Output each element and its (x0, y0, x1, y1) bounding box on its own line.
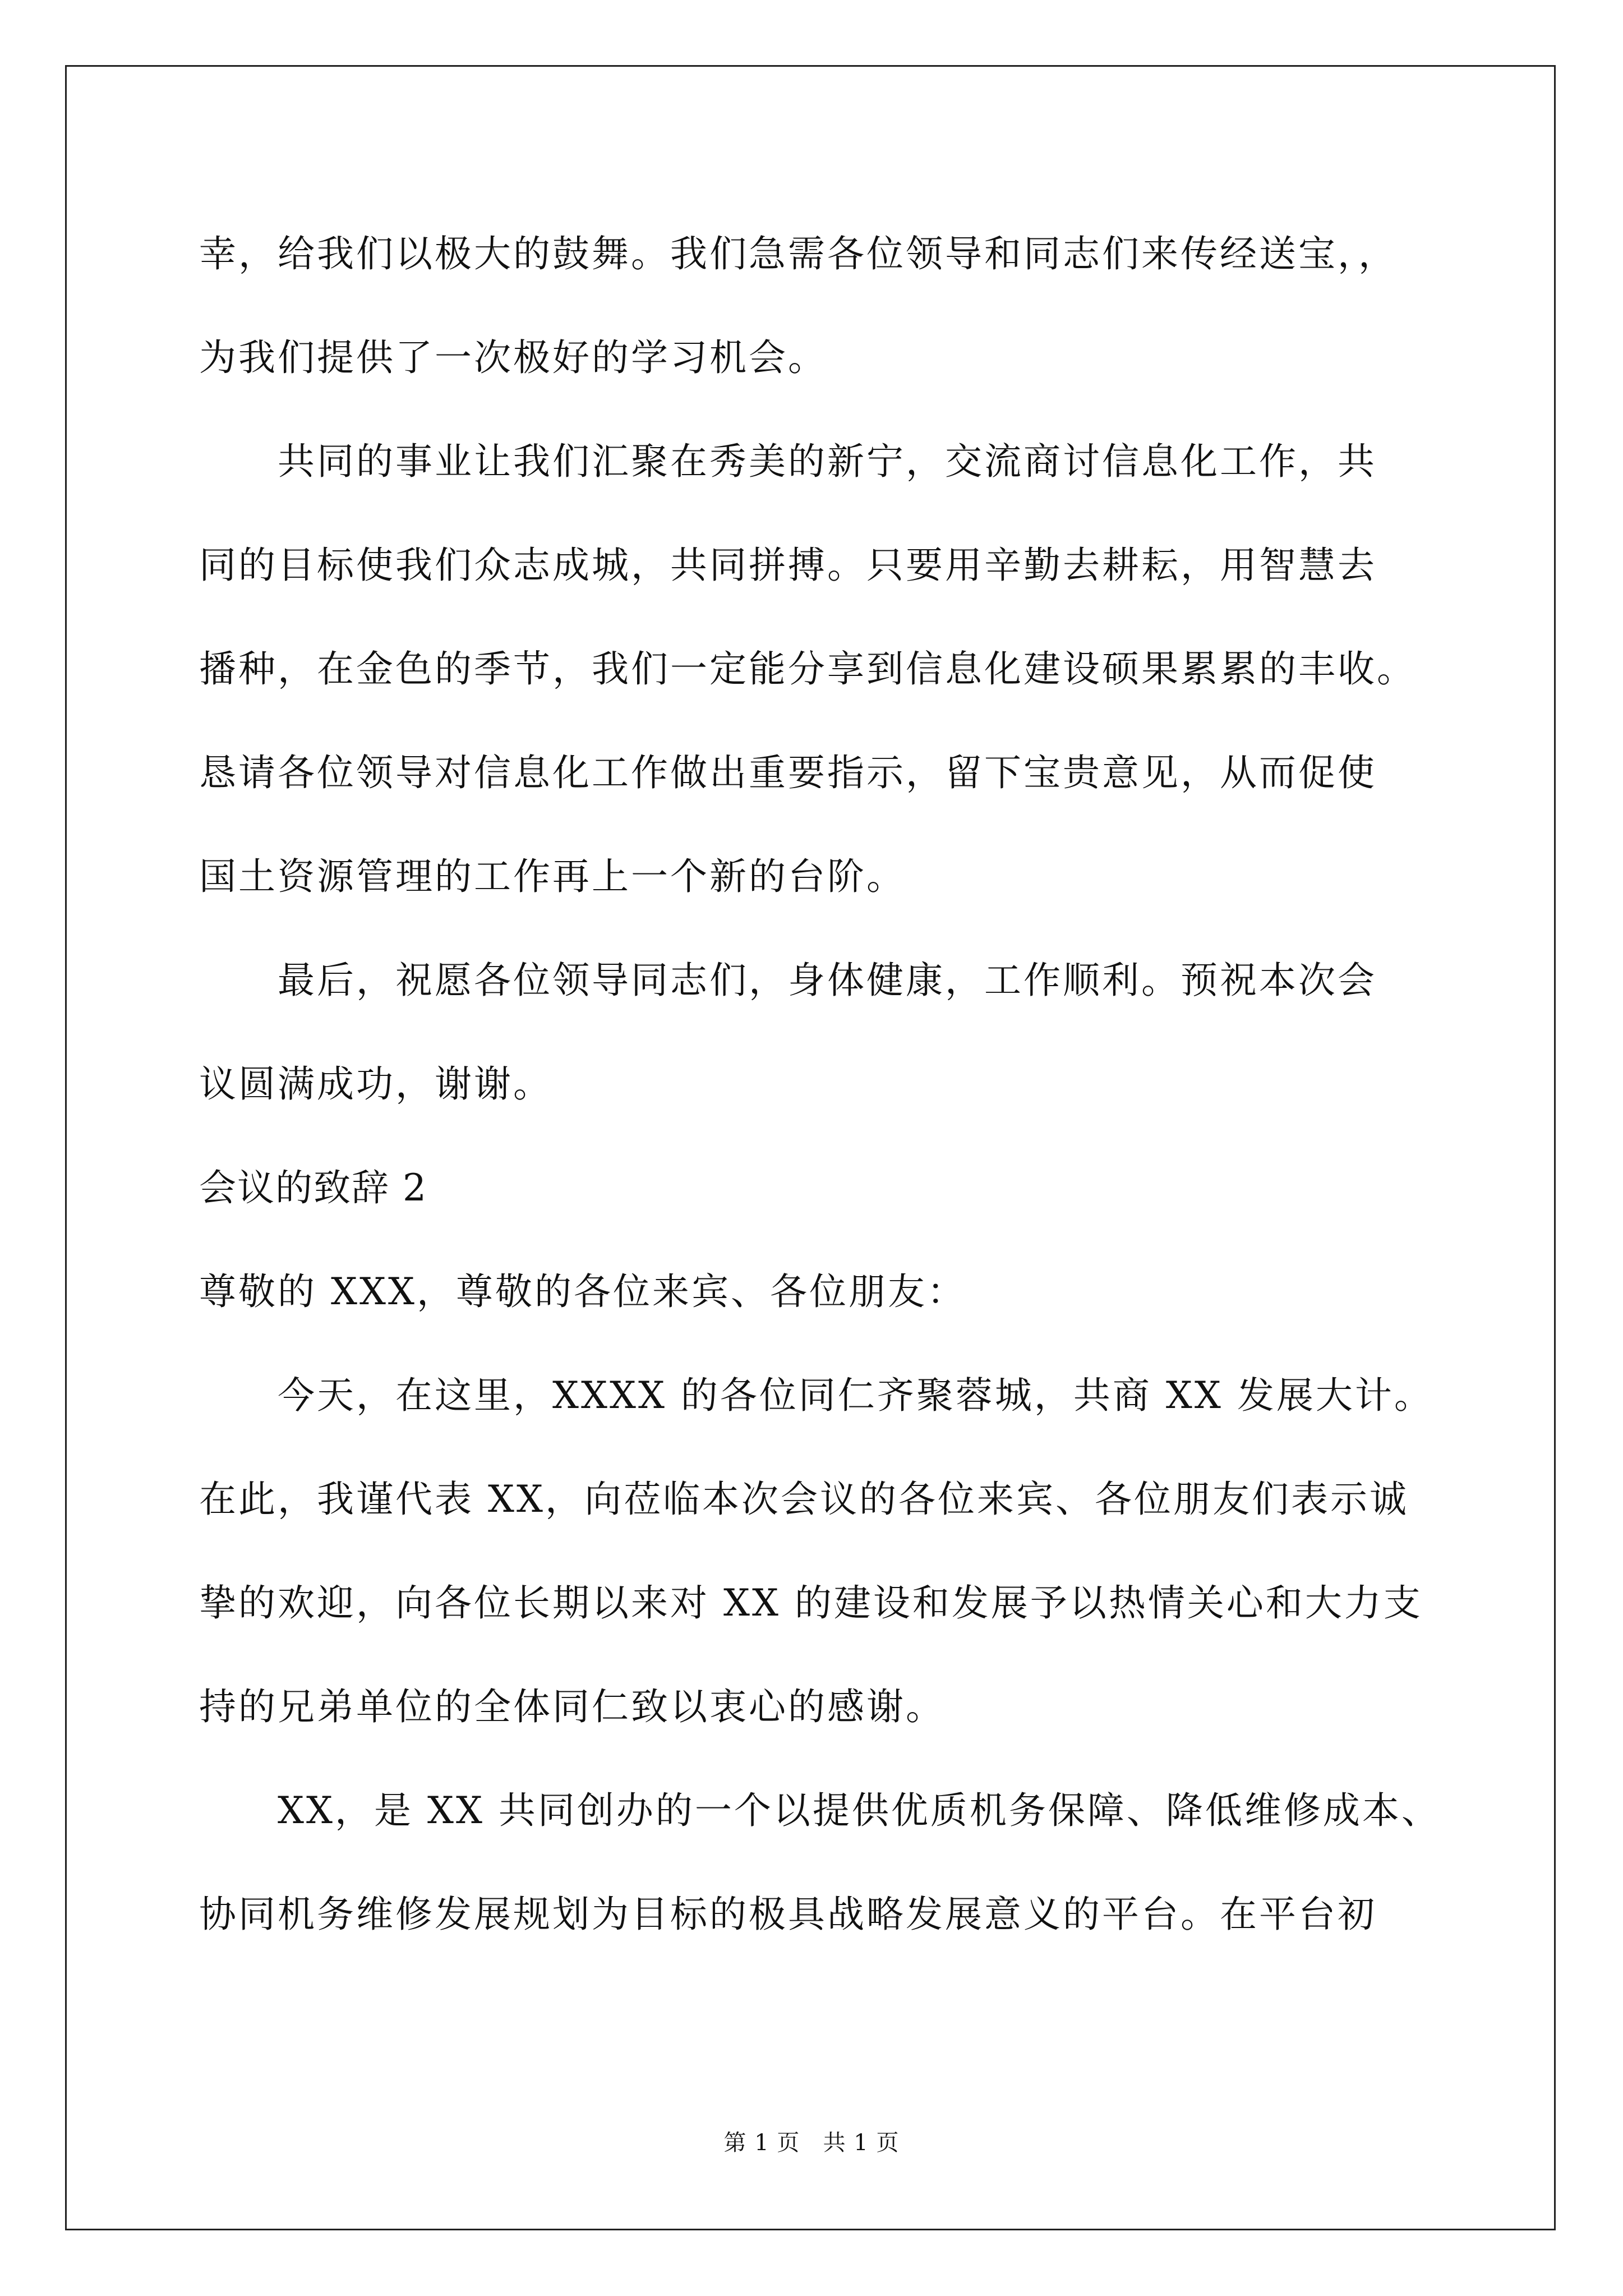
page-footer (0, 2129, 1623, 2157)
text-line: 播种，在金色的季节，我们一定能分享到信息化建设硕果累累的丰收。 (199, 647, 1416, 691)
text-line: 议圆满成功，谢谢。 (199, 1062, 552, 1106)
document-body (199, 202, 1450, 1966)
text-line: 恳请各位领导对信息化工作做出重要指示，留下宝贵意见，从而促使 (199, 751, 1377, 794)
text-line: 为我们提供了一次极好的学习机会。 (199, 336, 827, 379)
text-line: 挚的欢迎，向各位长期以来对 XX 的建设和发展予以热情关心和大力支 (199, 1581, 1423, 1625)
section-heading: 会议的致辞 2 (199, 1166, 427, 1209)
text-line: 在此，我谨代表 XX，向莅临本次会议的各位来宾、各位朋友们表示诚 (199, 1478, 1409, 1521)
text-line: 持的兄弟单位的全体同仁致以衷心的感谢。 (199, 1685, 945, 1728)
text-line: 协同机务维修发展规划为目标的极具战略发展意义的平台。在平台初 (199, 1893, 1377, 1936)
page-number: 第 1 页 (723, 2130, 800, 2156)
paragraph-start: 最后，祝愿各位领导同志们，身体健康，工作顺利。预祝本次会 (278, 959, 1377, 1002)
paragraph-start: 共同的事业让我们汇聚在秀美的新宁，交流商讨信息化工作，共 (278, 440, 1377, 483)
text-line: 幸，给我们以极大的鼓舞。我们急需各位领导和同志们来传经送宝，， (199, 232, 1398, 275)
page-total: 共 1 页 (823, 2130, 900, 2156)
paragraph-start: XX，是 XX 共同创办的一个以提供优质机务保障、降低维修成本、 (278, 1789, 1441, 1832)
text-line: 国土资源管理的工作再上一个新的台阶。 (199, 855, 906, 898)
text-line: 同的目标使我们众志成城，共同拼搏。只要用辛勤去耕耘，用智慧去 (199, 544, 1377, 587)
salutation: 尊敬的 XXX，尊敬的各位来宾、各位朋友： (199, 1270, 966, 1313)
paragraph-start: 今天，在这里，XXXX 的各位同仁齐聚蓉城，共商 XX 发展大计。 (278, 1374, 1433, 1417)
